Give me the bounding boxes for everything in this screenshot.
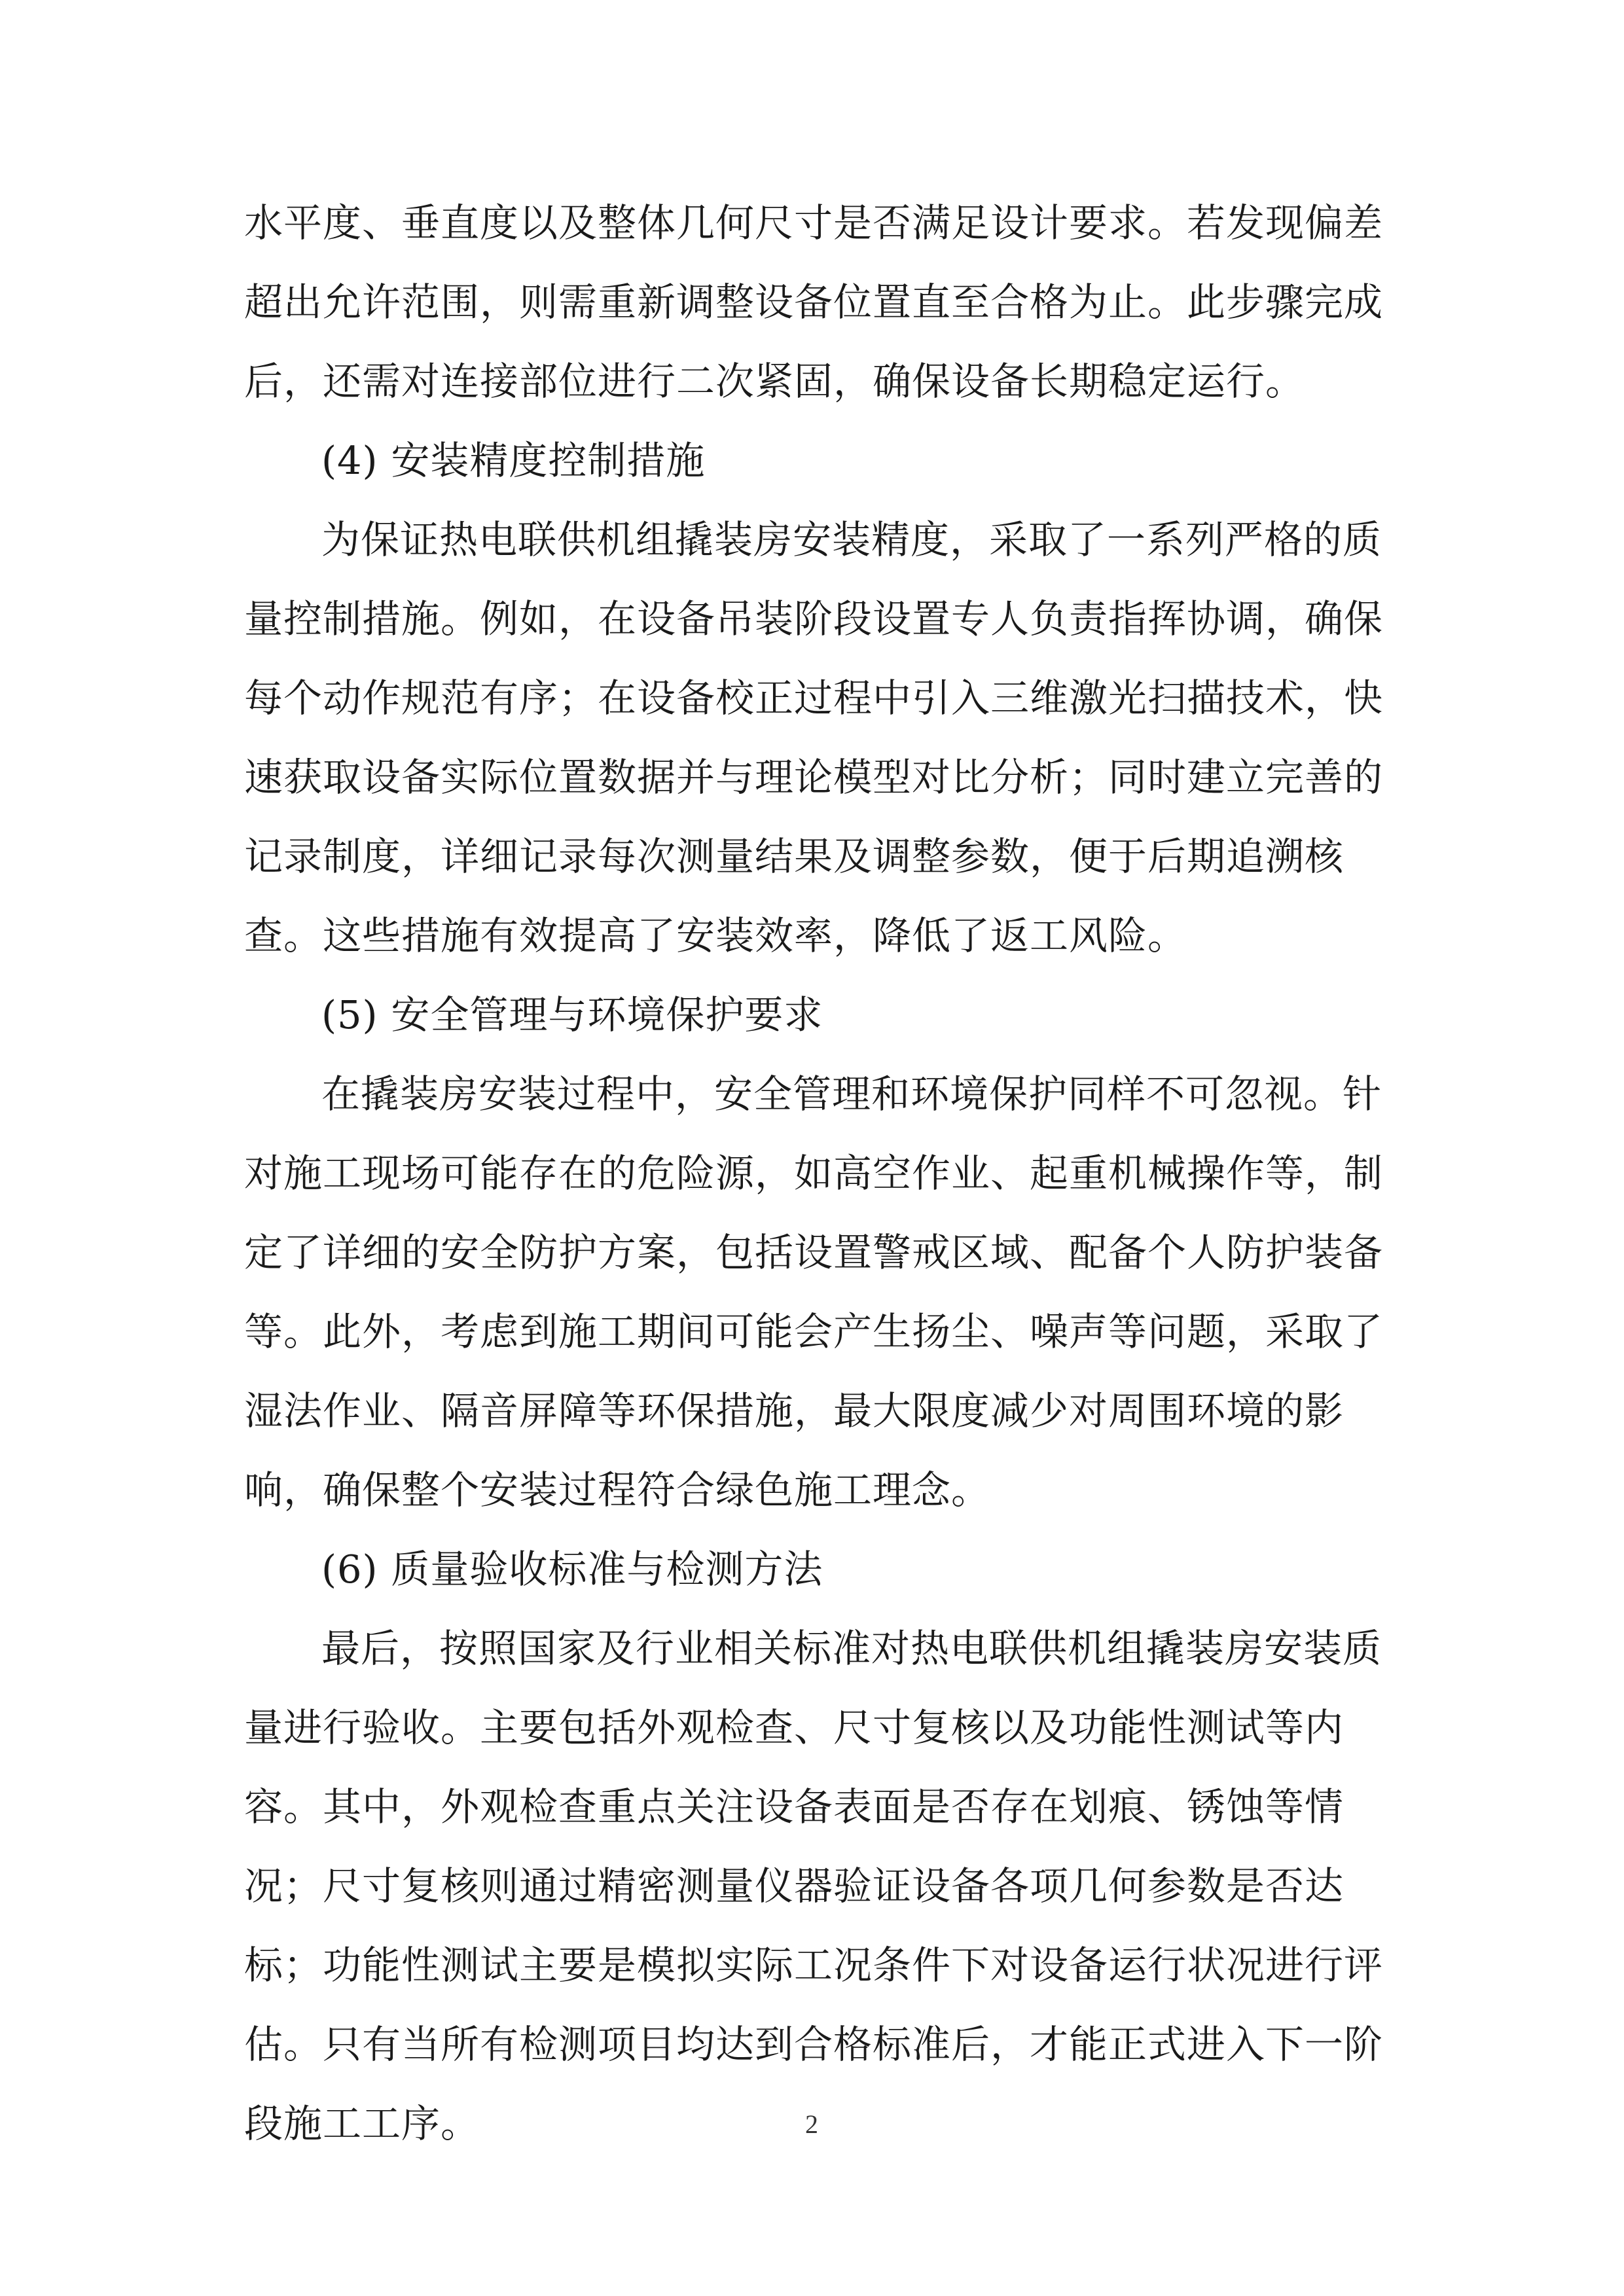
text-line: 每个动作规范有序；在设备校正过程中引入三维激光扫描技术，快 xyxy=(244,675,1384,721)
text-line: 后，还需对连接部位进行二次紧固，确保设备长期稳定运行。 xyxy=(244,359,1305,404)
section-heading-4: (4) 安装精度控制措施 xyxy=(321,438,706,483)
document-body xyxy=(244,183,1403,2163)
text-line: 段施工工序。 xyxy=(244,2101,480,2146)
section-heading-6: (6) 质量验收标准与检测方法 xyxy=(321,1547,823,1592)
text-line: 等。此外，考虑到施工期间可能会产生扬尘、噪声等问题，采取了 xyxy=(244,1309,1384,1354)
text-line: 定了详细的安全防护方案，包括设置警戒区域、配备个人防护装备 xyxy=(244,1230,1384,1275)
text-line: 对施工现场可能存在的危险源，如高空作业、起重机械操作等，制 xyxy=(244,1151,1384,1196)
text-line: 况；尺寸复核则通过精密测量仪器验证设备各项几何参数是否达 xyxy=(244,1863,1344,1909)
text-line: 最后，按照国家及行业相关标准对热电联供机组撬装房安装质 xyxy=(321,1626,1382,1671)
text-line: 容。其中，外观检查重点关注设备表面是否存在划痕、锈蚀等情 xyxy=(244,1784,1344,1829)
text-line: 标；功能性测试主要是模拟实际工况条件下对设备运行状况进行评 xyxy=(244,1943,1384,1988)
text-line: 量进行验收。主要包括外观检查、尺寸复核以及功能性测试等内 xyxy=(244,1705,1344,1750)
text-line: 记录制度，详细记录每次测量结果及调整参数，便于后期追溯核 xyxy=(244,834,1344,879)
page-number: 2 xyxy=(805,2109,818,2139)
text-line: 超出允许范围，则需重新调整设备位置直至合格为止。此步骤完成 xyxy=(244,279,1384,325)
section-heading-5: (5) 安全管理与环境保护要求 xyxy=(321,992,823,1037)
text-line: 湿法作业、隔音屏障等环保措施，最大限度减少对周围环境的影 xyxy=(244,1388,1344,1433)
text-line: 速获取设备实际位置数据并与理论模型对比分析；同时建立完善的 xyxy=(244,755,1384,800)
text-line: 在撬装房安装过程中，安全管理和环境保护同样不可忽视。针 xyxy=(321,1071,1382,1117)
text-line: 查。这些措施有效提高了安装效率，降低了返工风险。 xyxy=(244,913,1187,958)
text-line: 量控制措施。例如，在设备吊装阶段设置专人负责指挥协调，确保 xyxy=(244,596,1384,641)
paragraph-4 xyxy=(244,500,1403,975)
paragraph-continued xyxy=(244,183,1403,421)
paragraph-5 xyxy=(244,1054,1403,1530)
text-line: 响，确保整个安装过程符合绿色施工理念。 xyxy=(244,1467,991,1513)
paragraph-6 xyxy=(244,1609,1403,2163)
text-line: 估。只有当所有检测项目均达到合格标准后，才能正式进入下一阶 xyxy=(244,2022,1384,2067)
text-line: 水平度、垂直度以及整体几何尺寸是否满足设计要求。若发现偏差 xyxy=(244,200,1384,245)
text-line: 为保证热电联供机组撬装房安装精度，采取了一系列严格的质 xyxy=(321,517,1382,562)
